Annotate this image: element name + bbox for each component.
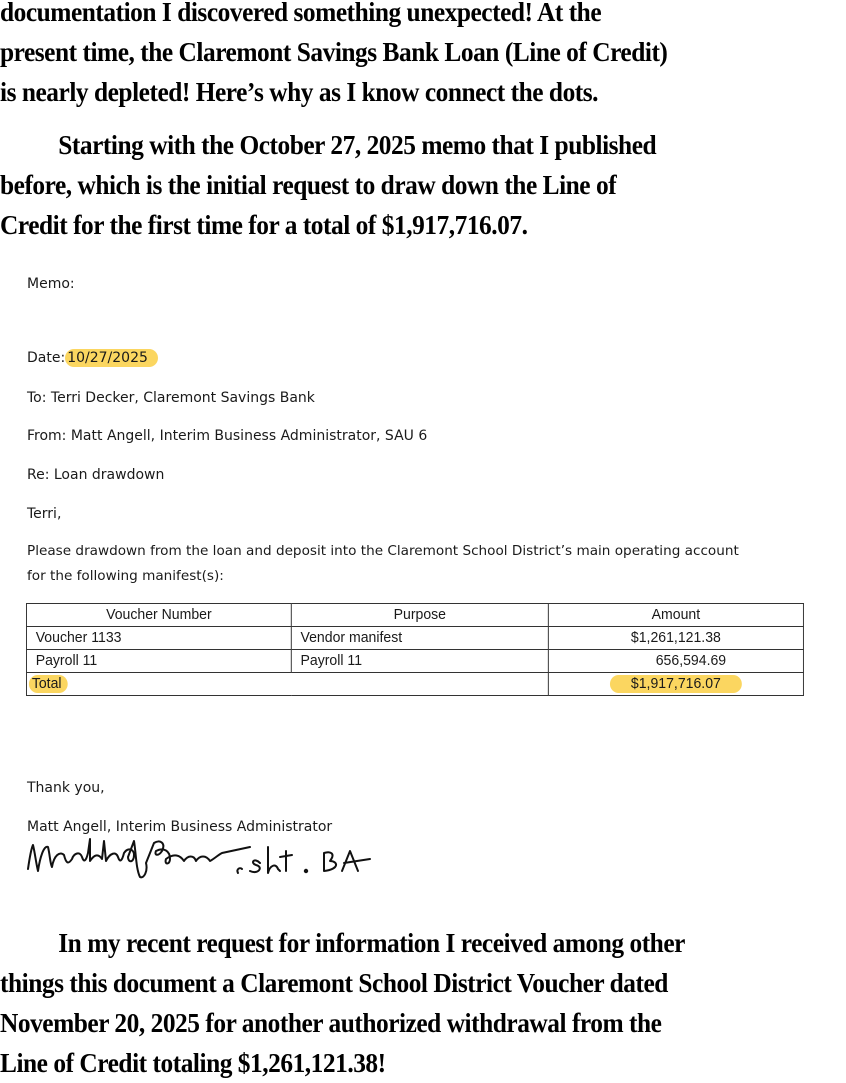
cell-voucher: Voucher 1133 [26,627,291,650]
cell-amount: $1,261,121.38 [548,627,803,650]
memo-to: To: Terri Decker, Claremont Savings Bank [27,390,315,406]
memo-image [0,260,846,900]
text-line: In my recent request for information I received among other [58,928,685,958]
intro-paragraph [0,0,667,112]
date-value-highlighted: 10/27/2025 [65,349,158,367]
cell-purpose: Vendor manifest [291,627,548,650]
memo-closing: Thank you, [27,780,105,796]
total-label-highlighted: Total [29,675,67,693]
total-amount-highlighted: $1,917,716.07 [610,675,743,693]
text-line: things this document a Claremont School District Voucher dated [0,968,668,998]
cell-total-label [26,673,548,696]
second-paragraph [0,125,656,245]
memo-date [27,350,158,366]
table-row [26,627,803,650]
memo-body-line: Please drawdown from the loan and deposit into the Claremont School District’s main operating account [27,543,739,559]
text-line: is nearly depleted! Here’s why as I know connect the dots. [0,77,599,107]
memo-re: Re: Loan drawdown [27,467,165,483]
table-row [26,650,803,673]
header-purpose: Purpose [291,604,548,627]
memo-heading: Memo: [27,276,75,292]
text-line: before, which is the initial request to draw down the Line of [0,170,617,200]
memo-signatory: Matt Angell, Interim Business Administrator [27,819,333,835]
cell-amount: 656,594.69 [548,650,803,673]
text-line: documentation I discovered something unexpected! At the [0,0,602,27]
memo-body-line: for the following manifest(s): [27,568,224,584]
third-paragraph [0,923,685,1083]
cell-voucher: Payroll 11 [26,650,291,673]
text-line: Starting with the October 27, 2025 memo that I published [58,130,657,160]
memo-salutation: Terri, [27,506,62,522]
handwritten-signature [24,833,384,883]
date-label: Date: [27,350,66,366]
header-amount: Amount [548,604,803,627]
table-header-row [26,604,803,627]
cell-total-amount [548,673,803,696]
text-line: Credit for the first time for a total of $1,917,716.07. [0,210,528,240]
text-line: Line of Credit totaling $1,261,121.38! [0,1048,386,1078]
header-voucher-number: Voucher Number [26,604,291,627]
memo-from: From: Matt Angell, Interim Business Administrator, SAU 6 [27,428,428,444]
text-line: November 20, 2025 for another authorized withdrawal from the [0,1008,662,1038]
text-line: present time, the Claremont Savings Bank Loan (Line of Credit) [0,37,668,67]
cell-purpose: Payroll 11 [291,650,548,673]
manifest-table [26,603,804,696]
table-total-row [26,673,803,696]
